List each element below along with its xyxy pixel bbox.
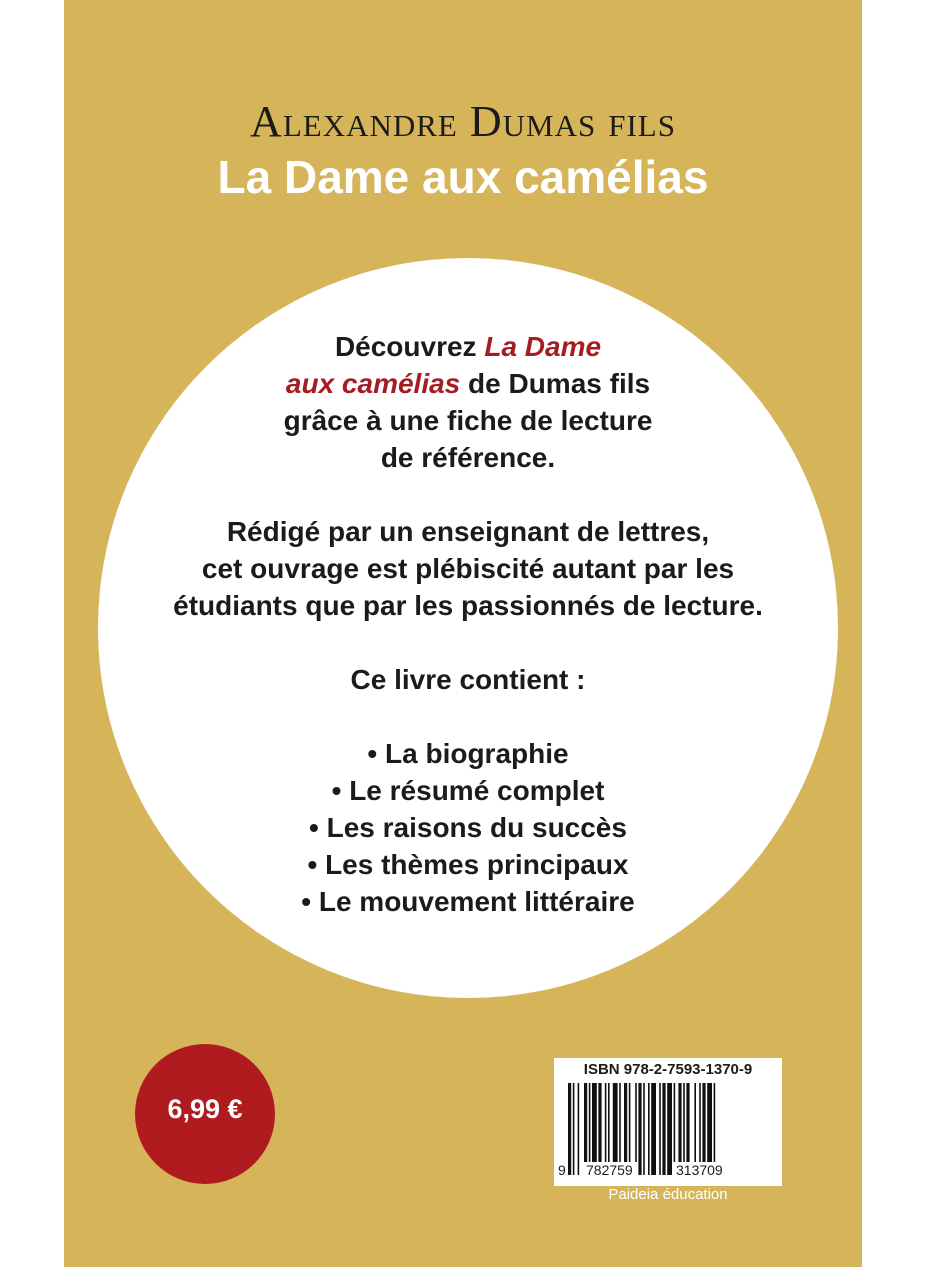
contents-item: • La biographie — [367, 738, 569, 769]
barcode-stripe — [648, 1083, 650, 1175]
barcode-stripe — [662, 1083, 665, 1175]
barcode-stripe — [578, 1083, 580, 1175]
barcode-digit-group-1: 782759 — [582, 1162, 637, 1178]
contents-heading: Ce livre contient : — [350, 664, 586, 695]
price-label: 6,99 € — [167, 1094, 243, 1124]
intro-suffix: de Dumas fils — [460, 368, 651, 399]
contents-item: • Le mouvement littéraire — [301, 886, 635, 917]
intro-line-2 — [98, 365, 838, 402]
contents-item: • Le résumé complet — [331, 775, 605, 806]
para2-line-1: Rédigé par un enseignant de lettres, — [226, 516, 710, 547]
title-mention-2: aux camélias — [285, 368, 461, 399]
book-back-cover — [64, 0, 862, 1267]
barcode-stripe — [643, 1083, 645, 1175]
para2-line-2: cet ouvrage est plébiscité autant par les — [201, 553, 735, 584]
intro-line-4: de référence. — [380, 442, 556, 473]
barcode-stripe — [638, 1083, 641, 1175]
barcode-digit-group-2: 313709 — [672, 1162, 727, 1178]
title-mention-1: La Dame — [484, 331, 602, 362]
blurb-text — [98, 328, 838, 920]
intro-line-1 — [98, 328, 838, 365]
price-badge — [135, 1044, 275, 1184]
author-name: Alexandre Dumas fils — [250, 97, 676, 146]
barcode-stripe — [573, 1083, 575, 1175]
barcode-stripe — [651, 1083, 656, 1175]
barcode-stripe — [659, 1083, 661, 1175]
intro-prefix: Découvrez — [334, 331, 485, 362]
para2-line-3: étudiants que par les passionnés de lecture. — [173, 590, 763, 621]
blurb-circle — [98, 258, 838, 998]
contents-item: • Les raisons du succès — [309, 812, 627, 843]
barcode-stripe — [568, 1083, 571, 1175]
barcode-digit-first: 9 — [558, 1162, 566, 1178]
publisher-name: Paideia éducation — [608, 1186, 728, 1203]
intro-line-3: grâce à une fiche de lecture — [283, 405, 653, 436]
isbn-label: ISBN 978-2-7593-1370-9 — [583, 1061, 753, 1078]
book-title: La Dame aux camélias — [217, 151, 709, 203]
contents-item: • Les thèmes principaux — [307, 849, 629, 880]
barcode — [554, 1058, 782, 1186]
